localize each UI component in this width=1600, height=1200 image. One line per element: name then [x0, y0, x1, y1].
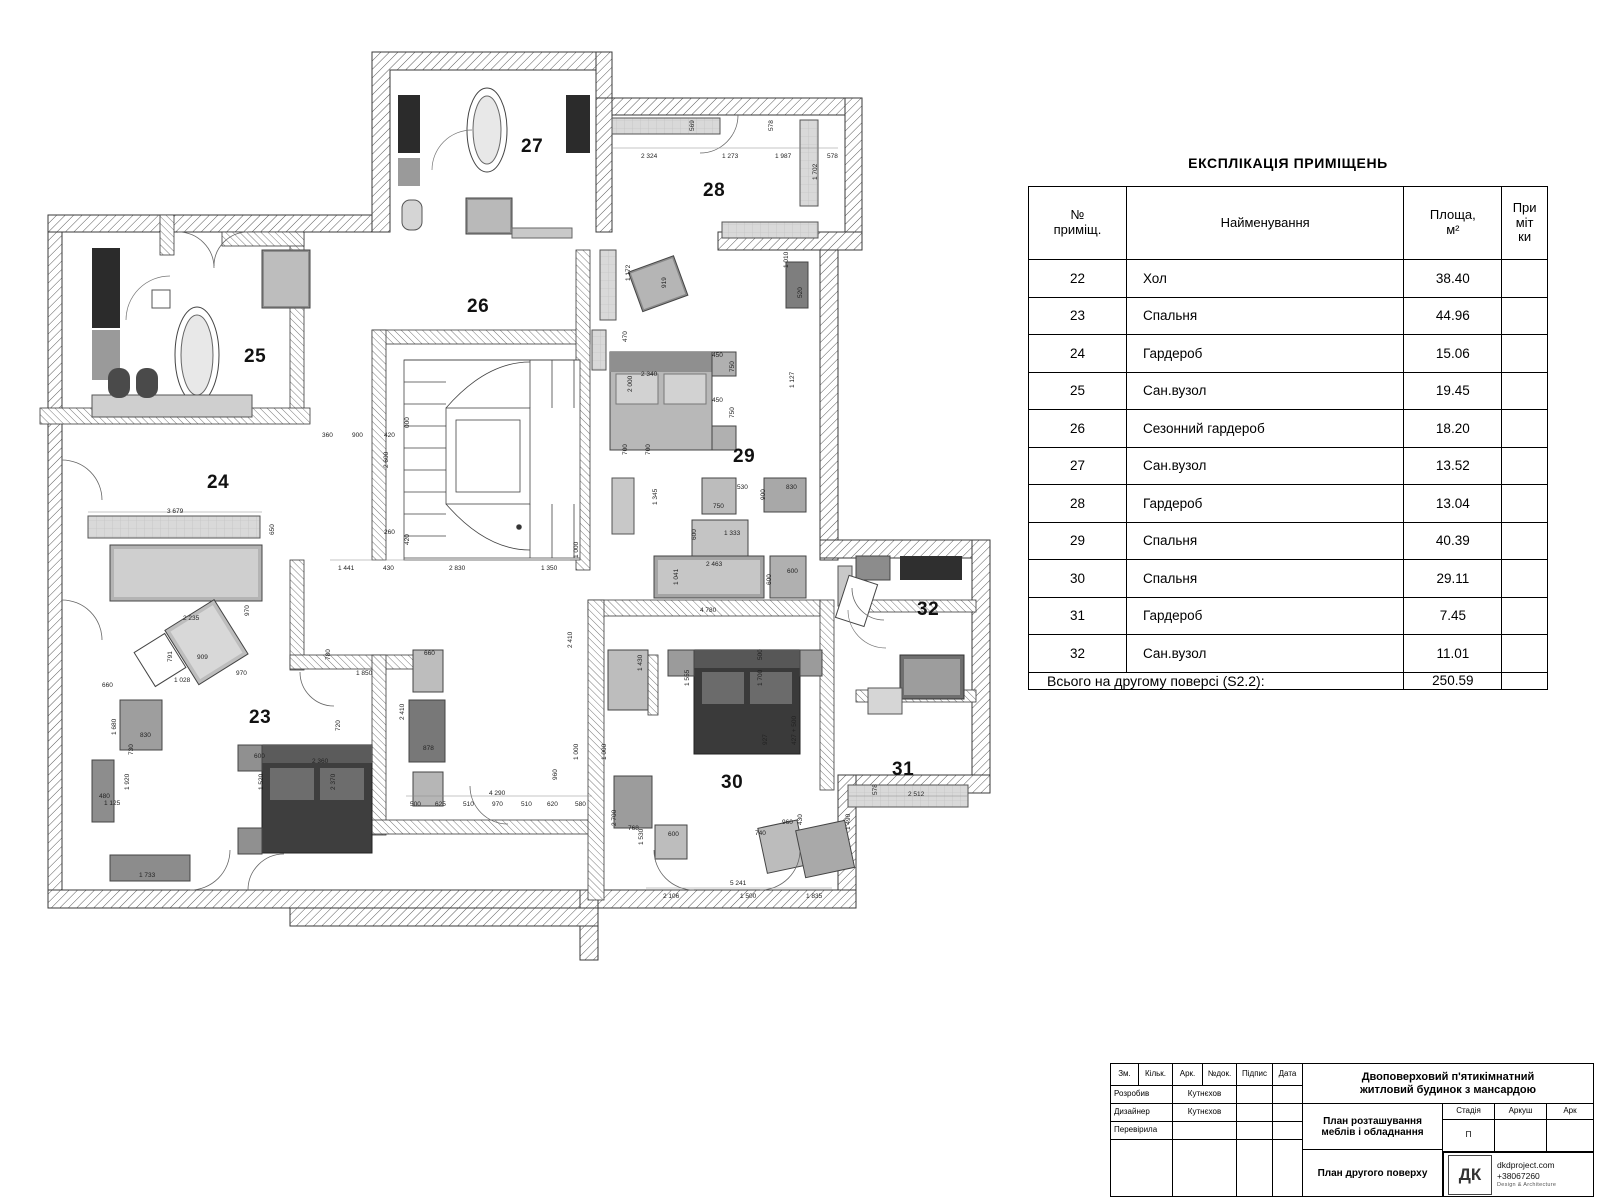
- logo-mark-icon: ДК: [1448, 1155, 1492, 1195]
- tb-blank-3: [1237, 1140, 1273, 1196]
- tb-name-designer: Кутнєхов: [1173, 1104, 1237, 1122]
- table-row: [1029, 485, 1548, 523]
- dimension-label: 909: [197, 654, 208, 661]
- dimension-label: 500: [410, 801, 421, 808]
- cell-note: [1502, 260, 1548, 298]
- tb-blank-4: [1273, 1140, 1303, 1196]
- dimension-label: 2 106: [663, 893, 680, 900]
- logo-phone: +38067260: [1497, 1171, 1540, 1182]
- dimension-label: 600: [787, 568, 798, 575]
- cell-note: [1502, 335, 1548, 373]
- tb-project-line2: житловий будинок з мансардою: [1359, 1083, 1537, 1096]
- dimension-label: 2 000: [627, 375, 634, 392]
- dimension-label: 1 028: [174, 677, 191, 684]
- dimension-label: 578: [768, 120, 775, 131]
- table-row: [1029, 597, 1548, 635]
- dimension-label: 660: [102, 682, 113, 689]
- dimension-label: 768: [628, 825, 639, 832]
- dimension-label: 720: [335, 720, 342, 731]
- cell-room-number: 27: [1029, 447, 1127, 485]
- cell-area: 29.11: [1404, 560, 1502, 598]
- tb-blank-2: [1173, 1140, 1237, 1196]
- dimension-label: 510: [463, 801, 474, 808]
- tb-sheet-subtitle: План другого поверху: [1303, 1150, 1443, 1196]
- dimension-label: 2 340: [641, 371, 658, 378]
- dimension-label: 750: [713, 503, 724, 510]
- dimension-label: 1 273: [722, 153, 739, 160]
- dimension-label: 960: [782, 819, 793, 826]
- dimension-label: 2 360: [312, 758, 329, 765]
- dimension-label: 2 324: [641, 153, 658, 160]
- dimension-label: 2 700: [611, 809, 618, 826]
- dimension-label: 2 463: [706, 561, 723, 568]
- specification-title: ЕКСПЛІКАЦІЯ ПРИМІЩЕНЬ: [1188, 155, 1388, 171]
- dimension-label: 791: [167, 651, 174, 662]
- dimension-label: 569: [689, 120, 696, 131]
- dimension-label: 830: [786, 484, 797, 491]
- cell-room-name: Гардероб: [1126, 485, 1403, 523]
- cell-room-name: Спальня: [1126, 297, 1403, 335]
- dimension-label: 740: [755, 830, 766, 837]
- total-area: 250.59: [1404, 672, 1502, 689]
- cell-room-number: 24: [1029, 335, 1127, 373]
- cell-area: 11.01: [1404, 635, 1502, 673]
- cell-room-name: Сан.вузол: [1126, 372, 1403, 410]
- table-row: [1029, 410, 1548, 448]
- table-row: [1029, 297, 1548, 335]
- dimension-label: 4 290: [489, 790, 506, 797]
- dimension-label: 919: [661, 277, 668, 288]
- table-row: [1029, 372, 1548, 410]
- cell-area: 40.39: [1404, 522, 1502, 560]
- tb-date-developer: [1273, 1086, 1303, 1104]
- dimension-label: 427 + 500: [791, 715, 798, 745]
- cell-note: [1502, 635, 1548, 673]
- cell-room-name: Гардероб: [1126, 597, 1403, 635]
- dimension-label: 1 520: [258, 773, 265, 790]
- dimension-label: 530: [737, 484, 748, 491]
- company-logo-block: [1443, 1152, 1593, 1196]
- cell-room-number: 30: [1029, 560, 1127, 598]
- table-total-row: [1029, 672, 1548, 689]
- dimension-label: 430: [383, 565, 394, 572]
- room-number-32: 32: [917, 599, 940, 620]
- dimension-label: 1 850: [356, 670, 373, 677]
- room-number-30: 30: [721, 772, 744, 793]
- cell-room-name: Гардероб: [1126, 335, 1403, 373]
- header-notes-line1: При: [1512, 199, 1537, 215]
- dimension-label: 600: [668, 831, 679, 838]
- table-row: [1029, 447, 1548, 485]
- header-room-number: [1029, 187, 1127, 260]
- cell-room-number: 23: [1029, 297, 1127, 335]
- dimension-label: 830: [140, 732, 151, 739]
- dimension-label: 500: [757, 649, 764, 660]
- logo-website: dkdproject.com: [1497, 1160, 1555, 1171]
- dimension-label: 1 430: [637, 654, 644, 671]
- header-room-number-line2: приміщ.: [1053, 222, 1102, 237]
- dimension-label: 520: [797, 287, 804, 298]
- table-row: [1029, 260, 1548, 298]
- cell-room-number: 26: [1029, 410, 1127, 448]
- tb-col-data: Дата: [1273, 1064, 1303, 1086]
- dimension-label: 650: [269, 524, 276, 535]
- tb-stage-value: П: [1443, 1120, 1495, 1152]
- tb-stage-header: Стадія: [1443, 1104, 1495, 1120]
- tb-name-developer: Кутнєхов: [1173, 1086, 1237, 1104]
- tb-col-zm: Зм.: [1111, 1064, 1139, 1086]
- dimension-label: 750: [729, 361, 736, 372]
- specification-table: [1028, 186, 1548, 690]
- dimension-label: 2 370: [330, 773, 337, 790]
- cell-note: [1502, 297, 1548, 335]
- cell-area: 19.45: [1404, 372, 1502, 410]
- dimension-label: 927: [762, 734, 769, 745]
- cell-room-name: Сан.вузол: [1126, 447, 1403, 485]
- tb-sign-designer: [1237, 1104, 1273, 1122]
- dimension-label: 750: [729, 407, 736, 418]
- room-number-23: 23: [249, 707, 272, 728]
- dimension-label: 1 000: [601, 743, 608, 760]
- dimension-label: 480: [99, 793, 110, 800]
- title-block: [1110, 1063, 1594, 1197]
- dimension-label: 1 500: [740, 893, 757, 900]
- dimension-label: 2 235: [183, 615, 200, 622]
- room-number-24: 24: [207, 472, 230, 493]
- tb-sheets-value: [1547, 1120, 1593, 1152]
- cell-area: 13.04: [1404, 485, 1502, 523]
- dimension-label: 878: [423, 745, 434, 752]
- dimension-label: 1 920: [124, 773, 131, 790]
- header-room-number-line1: №: [1070, 207, 1085, 223]
- tb-sign-developer: [1237, 1086, 1273, 1104]
- cell-room-name: Спальня: [1126, 522, 1403, 560]
- cell-room-number: 22: [1029, 260, 1127, 298]
- tb-col-pidpis: Підпис: [1237, 1064, 1273, 1086]
- dimension-label: 1 702: [812, 163, 819, 180]
- dimension-label: 900: [352, 432, 363, 439]
- table-row: [1029, 335, 1548, 373]
- dimension-label: 1 987: [775, 153, 792, 160]
- cell-room-name: Хол: [1126, 260, 1403, 298]
- cell-area: 13.52: [1404, 447, 1502, 485]
- tb-name-checker: [1173, 1122, 1237, 1140]
- dimension-label: 900: [760, 489, 767, 500]
- dimension-label: 1 010: [783, 251, 790, 268]
- header-notes: [1502, 187, 1548, 260]
- dimension-label: 420: [384, 432, 395, 439]
- cell-room-number: 32: [1029, 635, 1127, 673]
- tb-role-designer: Дизайнер: [1111, 1104, 1173, 1122]
- dimension-label: 1 125: [104, 800, 121, 807]
- tb-sheet-header: Аркуш: [1495, 1104, 1547, 1120]
- dimension-label: 430: [797, 814, 804, 825]
- dimension-label: 620: [547, 801, 558, 808]
- specification-body: [1029, 260, 1548, 673]
- dimension-label: 4 780: [700, 607, 717, 614]
- cell-note: [1502, 447, 1548, 485]
- dimension-label: 5 241: [730, 880, 747, 887]
- dimension-label: 1 680: [111, 718, 118, 735]
- dimension-label: 1 441: [338, 565, 355, 572]
- dimension-label: 578: [872, 784, 879, 795]
- tb-sheet-title: [1303, 1104, 1443, 1150]
- tb-sheet-title-line2: меблів і обладнання: [1321, 1126, 1424, 1138]
- dimension-label: 1 350: [541, 565, 558, 572]
- tb-project-line1: Двоповерховий п'ятикімнатний: [1361, 1071, 1535, 1084]
- cell-area: 15.06: [1404, 335, 1502, 373]
- table-row: [1029, 635, 1548, 673]
- total-label: Всього на другому поверсі (S2.2):: [1029, 672, 1404, 689]
- cell-note: [1502, 597, 1548, 635]
- dimension-label: 600: [691, 529, 698, 540]
- dimension-label: 360: [322, 432, 333, 439]
- dimension-label: 1 333: [724, 530, 741, 537]
- dimension-label: 1 172: [625, 264, 632, 281]
- dimension-label: 578: [827, 153, 838, 160]
- cell-area: 18.20: [1404, 410, 1502, 448]
- dimension-label: 1 490: [845, 813, 852, 830]
- cell-room-name: Сан.вузол: [1126, 635, 1403, 673]
- dimension-label: 1 000: [573, 743, 580, 760]
- dimension-label: 420: [404, 534, 411, 545]
- room-number-27: 27: [521, 136, 544, 157]
- tb-col-ark: Арк.: [1173, 1064, 1203, 1086]
- cell-area: 38.40: [1404, 260, 1502, 298]
- header-area: [1404, 187, 1502, 260]
- header-room-name: Найменування: [1126, 187, 1403, 260]
- dimension-label: 260: [384, 529, 395, 536]
- dimension-label: 625: [435, 801, 446, 808]
- room-number-31: 31: [892, 759, 915, 780]
- dimension-label: 1 127: [789, 371, 796, 388]
- cell-area: 44.96: [1404, 297, 1502, 335]
- cell-room-name: Сезонний гардероб: [1126, 410, 1403, 448]
- tb-role-checker: Перевірила: [1111, 1122, 1173, 1140]
- dimension-label: 470: [622, 331, 629, 342]
- tb-col-ndok: №док.: [1203, 1064, 1237, 1086]
- cell-area: 7.45: [1404, 597, 1502, 635]
- room-number-25: 25: [244, 346, 267, 367]
- dimension-label: 1 700: [757, 669, 764, 686]
- cell-room-number: 25: [1029, 372, 1127, 410]
- cell-note: [1502, 560, 1548, 598]
- dimension-label: 660: [424, 650, 435, 657]
- tb-date-checker: [1273, 1122, 1303, 1140]
- room-number-29: 29: [733, 446, 756, 467]
- dimension-label: 3 679: [167, 508, 184, 515]
- tb-col-kilk: Кільк.: [1139, 1064, 1173, 1086]
- dimension-label: 1 041: [673, 568, 680, 585]
- dimension-label: 960: [552, 769, 559, 780]
- tb-date-designer: [1273, 1104, 1303, 1122]
- room-number-26: 26: [467, 296, 490, 317]
- dimension-label: 450: [712, 397, 723, 404]
- header-area-line1: Площа,: [1429, 207, 1476, 223]
- total-note: [1502, 672, 1548, 689]
- table-header-row: [1029, 187, 1548, 260]
- cell-note: [1502, 410, 1548, 448]
- cell-note: [1502, 485, 1548, 523]
- cell-room-number: 28: [1029, 485, 1127, 523]
- dimension-label: 1 555: [684, 669, 691, 686]
- header-notes-line2: міт: [1515, 214, 1534, 230]
- dimension-label: 780: [325, 649, 332, 660]
- tb-project-name: [1303, 1064, 1593, 1104]
- dimension-label: 2 512: [908, 791, 925, 798]
- tb-role-developer: Розробив: [1111, 1086, 1173, 1104]
- header-area-line2: м²: [1446, 222, 1460, 237]
- dimension-label: 2 410: [567, 631, 574, 648]
- dimension-label: 970: [244, 605, 251, 616]
- dimension-label: 970: [492, 801, 503, 808]
- dimension-label: 1 835: [806, 893, 823, 900]
- dimension-label: 1 530: [638, 828, 645, 845]
- tb-sheet-title-line1: План розташування: [1323, 1115, 1422, 1127]
- tb-sheets-header: Арк: [1547, 1104, 1593, 1120]
- dimension-label: 730: [128, 744, 135, 755]
- cell-room-number: 29: [1029, 522, 1127, 560]
- table-row: [1029, 522, 1548, 560]
- dimension-label: 1 000: [573, 541, 580, 558]
- cell-note: [1502, 372, 1548, 410]
- cell-room-number: 31: [1029, 597, 1127, 635]
- logo-subtitle: Design & Architecture: [1497, 1181, 1557, 1188]
- dimension-label: 2 600: [383, 451, 390, 468]
- room-number-28: 28: [703, 180, 726, 201]
- tb-sheet-value: [1495, 1120, 1547, 1152]
- dimension-label: 2 410: [399, 703, 406, 720]
- dimension-label: 700: [645, 444, 652, 455]
- dimension-label: 000: [404, 417, 411, 428]
- dimension-label: 600: [254, 753, 265, 760]
- cell-room-name: Спальня: [1126, 560, 1403, 598]
- dimension-label: 970: [236, 670, 247, 677]
- dimension-label: 600: [766, 574, 773, 585]
- dimension-label: 1 345: [652, 488, 659, 505]
- tb-blank-1: [1111, 1140, 1173, 1196]
- logo-contact: [1492, 1160, 1556, 1188]
- cell-note: [1502, 522, 1548, 560]
- dimension-label: 510: [521, 801, 532, 808]
- dimension-label: 580: [575, 801, 586, 808]
- table-row: [1029, 560, 1548, 598]
- dimension-label: 1 733: [139, 872, 156, 879]
- dimension-label: 700: [622, 444, 629, 455]
- dimension-label: 2 830: [449, 565, 466, 572]
- header-notes-line3: ки: [1518, 229, 1532, 245]
- tb-sign-checker: [1237, 1122, 1273, 1140]
- dimension-label: 450: [712, 352, 723, 359]
